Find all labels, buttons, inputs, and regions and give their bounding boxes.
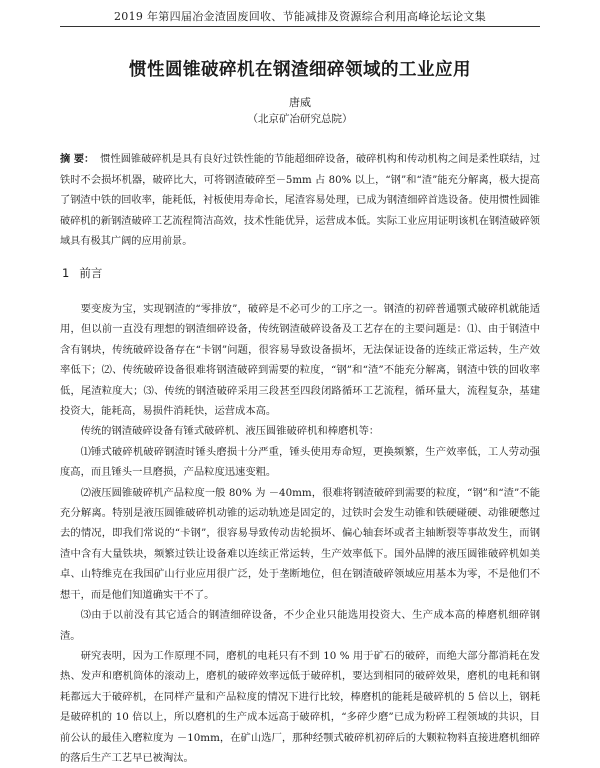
author-name: 唐威	[289, 96, 311, 109]
running-header: 2019 年第四届冶金渣固废回收、节能减排及资源综合利用高峰论坛论文集	[114, 10, 486, 23]
paper-title: 惯性圆锥破碎机在钢渣细碎领域的工业应用	[129, 60, 471, 80]
section-number: 1	[62, 266, 70, 280]
abstract-label: 摘 要：	[60, 154, 95, 165]
paragraph: 传统的钢渣破碎设备有锤式破碎机、液压圆锥破碎机和棒磨机等：	[80, 425, 380, 438]
section-title: 前言	[79, 266, 103, 280]
paragraph: ⑶由于以前没有其它适合的钢渣细碎设备，不少企业只能选用投资大、生产成本高的棒磨机细碎钢渣。	[60, 609, 540, 642]
paragraph: 研究表明，因为工作原理不同，磨机的电耗只有不到 10 % 用于矿石的破碎，而绝大部分都消耗在发热、发声和磨机筒体的滚动上，磨机的破碎效率远低于破碎机，要达到相同的破碎效果，磨机的电耗和钢耗都远大于破碎机，在同样产量和产品粒度的情况下进行比较，棒磨机的能耗是破碎机的 5 倍以上，钢耗是破碎机的 10 倍以上，所以磨机的生产成本远高于破碎机，“多碎少磨”已成为粉碎工程领域的共识，目前公认的最佳入磨粒度为 －10mm，在矿山选厂，那种经颚式破碎机初碎后的大颗粒物料直接进磨机细碎的落后生产工艺早已被淘汰。	[60, 649, 540, 764]
paragraph: 要变废为宝，实现钢渣的“零排放”，破碎是不必可少的工序之一。钢渣的初碎普通颚式破碎机就能适用，但以前一直没有理想的钢渣细碎设备，传统钢渣破碎设备及工艺存在的主要问题是：⑴、由于钢渣中含有钢块，传统破碎设备存在“卡钢”问题，很容易导致设备损坏，无法保证设备的连续正常运转，生产效率低下；⑵、传统破碎设备很难将钢渣破碎到需要的粒度，“钢”和“渣”不能充分解离，钢渣中铁的回收率低，尾渣粒度大；⑶、传统的钢渣破碎采用三段甚至四段闭路循环工艺流程，循环量大，流程复杂，基建投资大，能耗高，易损件消耗快，运营成本高。	[60, 303, 540, 418]
abstract-text: 惯性圆锥破碎机是具有良好过铁性能的节能超细碎设备，破碎机构和传动机构之间是柔性联结，过铁时不会损坏机器，破碎比大，可将钢渣破碎至－5mm 占 80% 以上，“钢”和“渣”能充分解离，极大提高了钢渣中铁的回收率，能耗低，衬板使用寿命长，尾渣容易处理，已成为钢渣细碎首选设备。使用惯性圆锥破碎机的新钢渣破碎工艺流程简洁高效，技术性能优异，运营成本低。实际工业应用证明该机在钢渣破碎领域具有极其广阔的应用前景。	[60, 154, 541, 247]
paragraph: ⑴锤式破碎机破碎钢渣时锤头磨损十分严重，锤头使用寿命短，更换频繁，生产效率低，工人劳动强度高，而且锤头一旦磨损，产品粒度迅速变粗。	[60, 445, 540, 479]
section-heading	[62, 265, 102, 281]
section-body	[60, 299, 540, 768]
paragraph: ⑵液压圆锥破碎机产品粒度一般 80% 为 －40mm，很难将钢渣破碎到需要的粒度，“钢”和“渣”不能充分解离。特别是液压圆锥破碎机动锥的运动轨迹是固定的，过铁时会发生动锥和铁硬碰硬、动锥硬憋过去的情况，即我们常说的“卡钢”，很容易导致传动齿轮损坏、偏心轴套坏或者主轴断裂等事故发生，而钢渣中含有大量铁块，频繁过铁让设备难以连续正常运转，生产效率低下。国外品牌的液压圆锥破碎机如美卓、山特维克在我国矿山行业应用很广泛，处于垄断地位，但在钢渣破碎领域应用基本为零，不是他们不想干，而是他们知道确实干不了。	[60, 486, 540, 601]
abstract	[60, 150, 540, 253]
author-affiliation: （北京矿冶研究总院）	[247, 113, 353, 125]
header-divider	[60, 26, 540, 27]
